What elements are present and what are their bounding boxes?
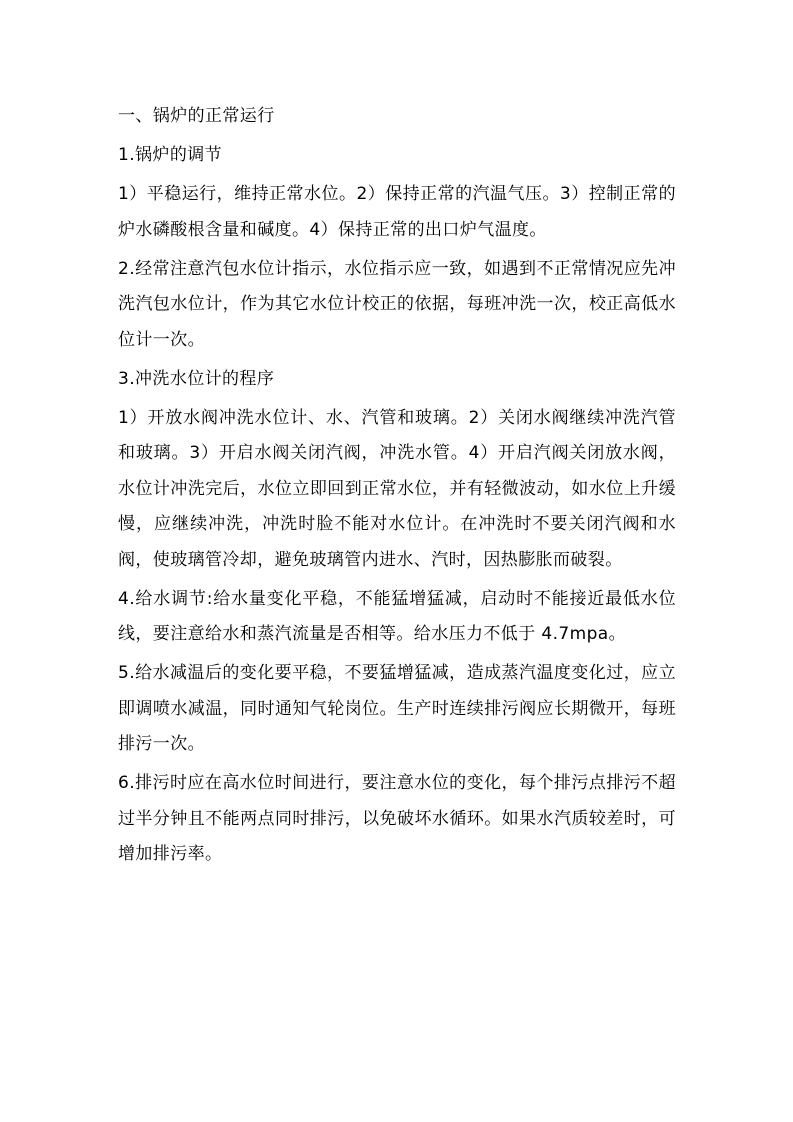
paragraph-blowdown: 6.排污时应在高水位时间进行，要注意水位的变化，每个排污点排污不超过半分钟且不能两点同时排污，以免破坏水循环。如果水汽质较差时，可增加排污率。	[118, 773, 676, 864]
paragraph-water-level-gauge: 2.经常注意汽包水位计指示，水位指示应一致，如遇到不正常情况应先冲洗汽包水位计，作为其它水位计校正的依据，每班冲洗一次，校正高低水位计一次。	[118, 258, 676, 350]
paragraph-feedwater-adjustment: 4.给水调节:给水量变化平稳，不能猛增猛减，启动时不能接近最低水位线，要注意给水和蒸汽流量是否相等。给水压力不低于 4.7mpa。	[118, 588, 676, 644]
paragraph-adjustment-items: 1）平稳运行，维持正常水位。2）保持正常的汽温气压。3）控制正常的炉水磷酸根含量和碱度。4）保持正常的出口炉气温度。	[118, 184, 676, 240]
document-body	[118, 99, 676, 876]
subheading-flushing-procedure: 3.冲洗水位计的程序	[118, 368, 275, 389]
paragraph-flushing-steps: 1）开放水阀冲洗水位计、水、汽管和玻璃。2）关闭水阀继续冲洗汽管和玻璃。3）开启水阀关闭汽阀，冲洗水管。4）开启汽阀关闭放水阀，水位计冲洗完后，水位立即回到正常水位，并有轻微波动，如水位上升缓慢，应继续冲洗，冲洗时脸不能对水位计。在冲洗时不要关闭汽阀和水阀，使玻璃管冷却，避免玻璃管内进水、汽时，因热膨胀而破裂。	[118, 407, 676, 570]
section-title: 一、锅炉的正常运行	[118, 106, 275, 126]
paragraph-desuperheating: 5.给水减温后的变化要平稳，不要猛增猛减，造成蒸汽温度变化过，应立即调喷水减温，同时通知气轮岗位。生产时连续排污阀应长期微开，每班排污一次。	[118, 663, 676, 754]
subheading-boiler-adjustment: 1.锅炉的调节	[118, 145, 223, 165]
